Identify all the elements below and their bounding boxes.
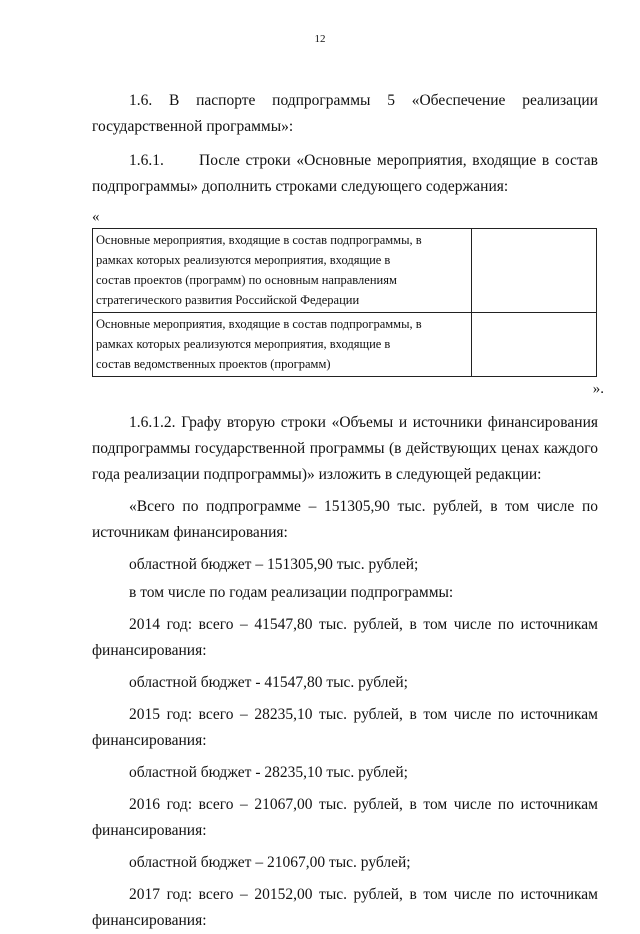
year-2016-budget: областной бюджет – 21067,00 тыс. рублей; [129, 854, 411, 871]
word: подпрограммы [272, 92, 371, 109]
table-cell-value [472, 313, 597, 377]
cell-line: Основные мероприятия, входящие в состав подпрограммы, в [96, 233, 422, 247]
cell-line: рамках которых реализуются мероприятия, входящие в [96, 253, 391, 267]
cell-line: Основные мероприятия, входящие в состав подпрограммы, в [96, 317, 422, 331]
clause-1-6-line1 [92, 88, 598, 114]
year-2014-line1: 2014 год: всего – 41547,80 тыс. рублей, в том числе по источникам [129, 616, 598, 633]
open-quote: « [92, 209, 100, 225]
by-years-heading: в том числе по годам реализации подпрограммы: [129, 584, 454, 601]
year-2016-line2: финансирования: [92, 822, 207, 839]
year-2015-line2: финансирования: [92, 732, 207, 749]
word: В [169, 92, 180, 109]
word: реализации [522, 92, 598, 109]
cell-line: рамках которых реализуются мероприятия, входящие в [96, 337, 391, 351]
table-row [93, 313, 597, 377]
clause-number: 1.6.1. [129, 152, 164, 169]
clause-1-6-1-2-line1: 1.6.1.2. Графу вторую строки «Объемы и источники финансирования [129, 414, 598, 431]
word: 5 [387, 92, 395, 109]
clause-1-6-1-2-line2: подпрограммы государственной программы (в действующих ценах каждого [92, 440, 598, 457]
page-number: 12 [314, 33, 326, 45]
table-row [93, 229, 597, 313]
cell-line: стратегического развития Российской Федерации [96, 293, 360, 307]
table-cell-label [93, 229, 472, 313]
clause-1-6-1-line1 [92, 148, 598, 174]
inserted-rows-table [92, 228, 597, 377]
year-2017-line2: финансирования: [92, 912, 207, 929]
clause-number: 1.6. [129, 92, 153, 109]
year-2015-budget: областной бюджет - 28235,10 тыс. рублей; [129, 764, 408, 781]
year-2016-line1: 2016 год: всего – 21067,00 тыс. рублей, в том числе по источникам [129, 796, 598, 813]
document-body [92, 88, 604, 934]
clause-text: После строки «Основные мероприятия, входящие в состав [199, 152, 598, 169]
year-2015-line1: 2015 год: всего – 28235,10 тыс. рублей, в том числе по источникам [129, 706, 598, 723]
clause-1-6-line2: государственной программы»: [92, 118, 294, 135]
word: паспорте [196, 92, 256, 109]
clause-1-6-1-line2: подпрограммы» дополнить строками следующего содержания: [92, 178, 509, 195]
year-2014-budget: областной бюджет - 41547,80 тыс. рублей; [129, 674, 408, 691]
total-line1: «Всего по подпрограмме – 151305,90 тыс. рублей, в том числе по [129, 498, 598, 515]
close-quote: ». [592, 381, 604, 397]
word: «Обеспечение [411, 92, 506, 109]
total-line2: источникам финансирования: [92, 524, 288, 541]
regional-budget-total: областной бюджет – 151305,90 тыс. рублей; [129, 556, 419, 573]
table-cell-label [93, 313, 472, 377]
cell-line: состав проектов (программ) по основным направлениям [96, 273, 397, 287]
table-cell-value [472, 229, 597, 313]
year-2014-line2: финансирования: [92, 642, 207, 659]
year-2017-line1: 2017 год: всего – 20152,00 тыс. рублей, в том числе по источникам [129, 886, 598, 903]
clause-1-6-1-2-line3: года реализации подпрограммы)» изложить в следующей редакции: [92, 466, 542, 483]
cell-line: состав ведомственных проектов (программ) [96, 357, 331, 371]
